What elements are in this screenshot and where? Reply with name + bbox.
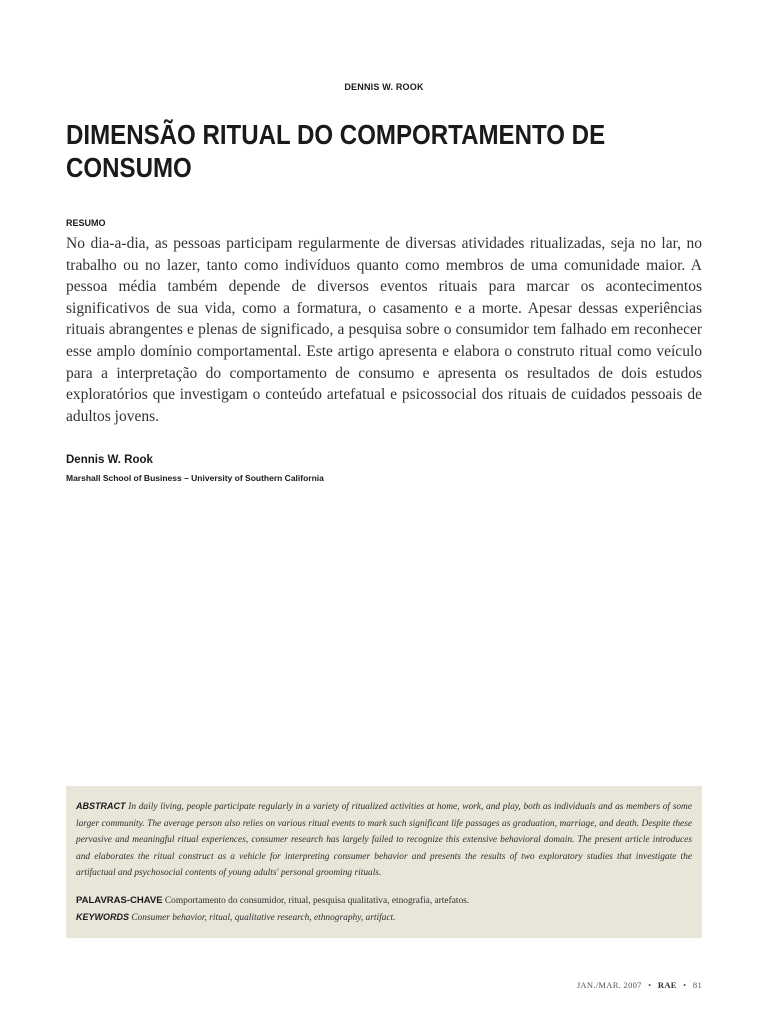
footer-separator: • <box>683 980 687 990</box>
keywords-text: Consumer behavior, ritual, qualitative research, ethnography, artifact. <box>131 912 396 923</box>
abstract-label: ABSTRACT <box>76 801 126 811</box>
abstract-box <box>66 786 702 938</box>
resumo-label: RESUMO <box>66 218 106 228</box>
footer-journal: RAE <box>657 980 677 990</box>
palavras-chave-line <box>76 893 692 909</box>
keywords-line <box>76 909 692 926</box>
article-title: DIMENSÃO RITUAL DO COMPORTAMENTO DE CONSUMO <box>66 119 606 183</box>
abstract-paragraph <box>76 798 692 882</box>
abstract-text: In daily living, people participate regularly in a variety of ritualized activities at home, work, and play, both as individuals and as members of some larger community. The average person also relies on various ritual events to mark such significant life passages as graduation, marriage, and death. Despite these pervasive and meaningful ritual experiences, consumer research has largely failed to recognize this extensive behavioral domain. The present article introduces and elaborates the ritual construct as a vehicle for interpreting consumer behavior and presents the results of two exploratory studies that investigate the artifactual and psychosocial contents of young adults' personal grooming rituals. <box>76 802 692 879</box>
running-author: DENNIS W. ROOK <box>344 82 424 92</box>
author-affiliation: Marshall School of Business – University of Southern California <box>66 473 324 483</box>
resumo-text: No dia-a-dia, as pessoas participam regularmente de diversas atividades ritualizadas, seja no lar, no trabalho ou no lazer, tanto como indivíduos quanto como membros de uma comunidade maior. A pessoa média também depende de diversos eventos rituais para marcar os acontecimentos significativos de sua vida, como a formatura, o casamento e a morte. Apesar dessas experiências rituais abrangentes e plenas de significado, a pesquisa sobre o consumidor tem falhado em reconhecer esse amplo domínio comportamental. Este artigo apresenta e elabora o construto ritual como veículo para a interpretação do comportamento de consumo e apresenta os resultados de dois estudos exploratórios que investigam o conteúdo artefatual e psicossocial dos rituais de cuidados pessoais de adultos jovens. <box>66 235 702 425</box>
footer-page-number: 81 <box>692 980 702 990</box>
footer-date: JAN./MAR. 2007 <box>576 980 642 990</box>
keywords-label: KEYWORDS <box>76 911 130 922</box>
author-name: Dennis W. Rook <box>66 454 153 466</box>
footer-separator: • <box>648 980 652 990</box>
page-footer <box>577 980 702 990</box>
palavras-chave-text: Comportamento do consumidor, ritual, pesquisa qualitativa, etnografia, artefatos. <box>164 895 470 906</box>
palavras-chave-label: PALAVRAS-CHAVE <box>76 894 163 906</box>
